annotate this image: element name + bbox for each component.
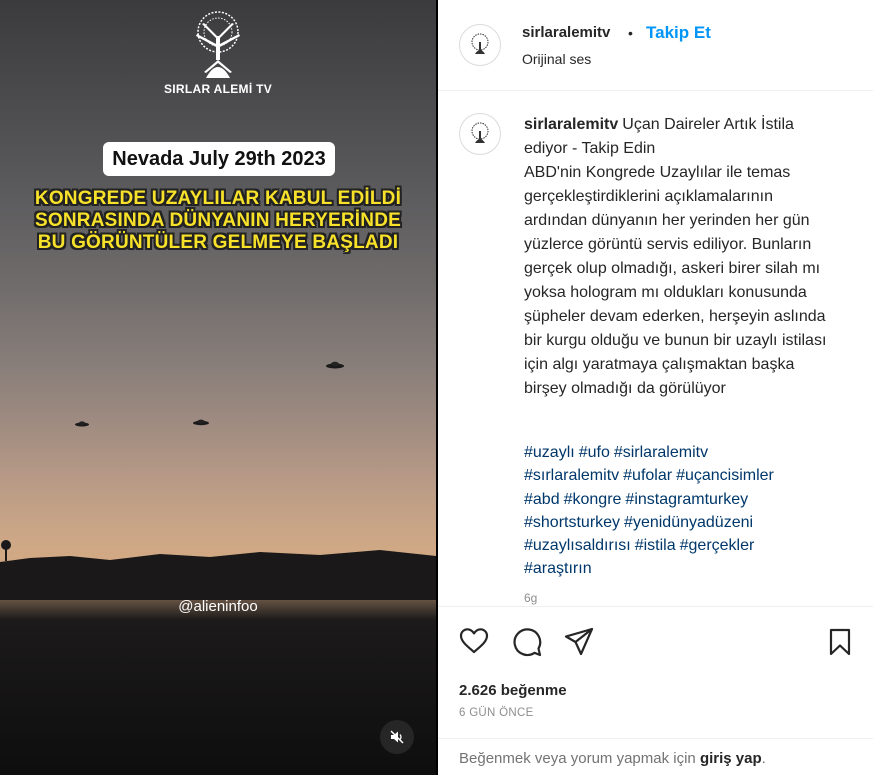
headline-line: KONGREDE UZAYLILAR KABUL EDİLDİ xyxy=(34,188,402,209)
ufo-icon xyxy=(74,420,90,428)
audio-label[interactable]: Orijinal ses xyxy=(522,51,592,67)
mute-button[interactable] xyxy=(380,720,414,754)
avatar[interactable] xyxy=(459,24,501,66)
post-header xyxy=(438,0,873,91)
headline-line: BU GÖRÜNTÜLER GELMEYE BAŞLADI xyxy=(37,232,399,253)
hashtag-link[interactable]: #instagramturkey xyxy=(625,490,749,508)
hashtag-link[interactable]: #shortsturkey xyxy=(524,513,621,531)
hashtag-link[interactable]: #sirlaralemitv xyxy=(613,444,709,461)
hashtag-link[interactable]: #ufo xyxy=(578,444,610,461)
login-bar xyxy=(438,738,873,776)
hashtag-list xyxy=(524,441,844,581)
ufo-icon xyxy=(192,418,210,427)
caption-text xyxy=(524,113,838,401)
caption-username[interactable]: sirlaralemitv xyxy=(524,116,619,133)
tree-logo-icon xyxy=(467,32,493,58)
hashtag-link[interactable]: #abd xyxy=(524,490,560,508)
ufo-icon xyxy=(325,360,345,370)
muted-speaker-icon xyxy=(389,729,405,745)
caption-body: Uçan Daireler Artık İstila ediyor - Takip Edin ABD'nin Kongrede Uzaylılar ile temas gerçekleştirdiklerini açıklamalarının ardından dünyanın her yerinden her gün yüzlerce görüntü servis ediliyor. Bunların gerçek olup olmadığı, askeri birer silah mı yoksa hologram mı oldukları konusunda şüpheler devam ederken, herşeyin aslında bir kurgu olduğu ve bunun bir uzaylı istilası için algı yaratmaya çalışmaktan başka birşey olmadığı da görülüyor xyxy=(524,116,827,397)
date-badge: Nevada July 29th 2023 xyxy=(103,142,335,176)
share-icon[interactable] xyxy=(564,627,594,657)
caption-age: 6g xyxy=(524,591,538,605)
login-end: . xyxy=(761,750,766,767)
source-handle: @alieninfoo xyxy=(178,598,258,615)
hashtag-link[interactable]: #ufolar xyxy=(623,467,673,485)
hills-silhouette xyxy=(0,540,436,600)
headline-line: SONRASINDA DÜNYANIN HERYERİNDE xyxy=(35,210,401,231)
bookmark-icon[interactable] xyxy=(827,627,853,657)
hashtag-link[interactable]: #istila xyxy=(634,537,676,555)
hashtag-link[interactable]: #uzaylısaldırısı xyxy=(524,537,631,555)
tree-logo-icon xyxy=(184,10,252,80)
brand-name: SIRLAR ALEMİ TV xyxy=(163,82,273,96)
login-prompt-text: Beğenmek veya yorum yapmak için xyxy=(459,750,696,767)
caption-avatar[interactable] xyxy=(459,113,501,155)
follow-button[interactable]: Takip Et xyxy=(646,23,711,42)
hashtag-link[interactable]: #uzaylı xyxy=(524,444,575,461)
post-date: 6 GÜN ÖNCE xyxy=(459,707,534,719)
hashtag-link[interactable]: #araştırın xyxy=(524,560,592,578)
hashtag-link[interactable]: #kongre xyxy=(563,490,622,508)
hashtag-link[interactable]: #sırlaralemitv xyxy=(524,467,620,485)
post-video[interactable] xyxy=(0,0,436,775)
tree-logo-icon xyxy=(467,121,493,147)
comment-icon[interactable] xyxy=(512,627,542,657)
hashtag-link[interactable]: #gerçekler xyxy=(679,537,755,555)
hashtag-link[interactable]: #uçancisimler xyxy=(676,467,774,485)
video-headline xyxy=(0,188,436,254)
separator-dot: • xyxy=(628,25,633,41)
comments-section[interactable] xyxy=(438,91,873,606)
hashtag-link[interactable]: #yenidünyadüzeni xyxy=(624,513,754,531)
likes-count[interactable]: 2.626 beğenme xyxy=(459,682,567,699)
username-link[interactable]: sirlaralemitv xyxy=(522,24,611,41)
login-prompt xyxy=(459,750,766,767)
login-link[interactable]: giriş yap xyxy=(699,750,762,767)
heart-icon[interactable] xyxy=(459,627,489,655)
